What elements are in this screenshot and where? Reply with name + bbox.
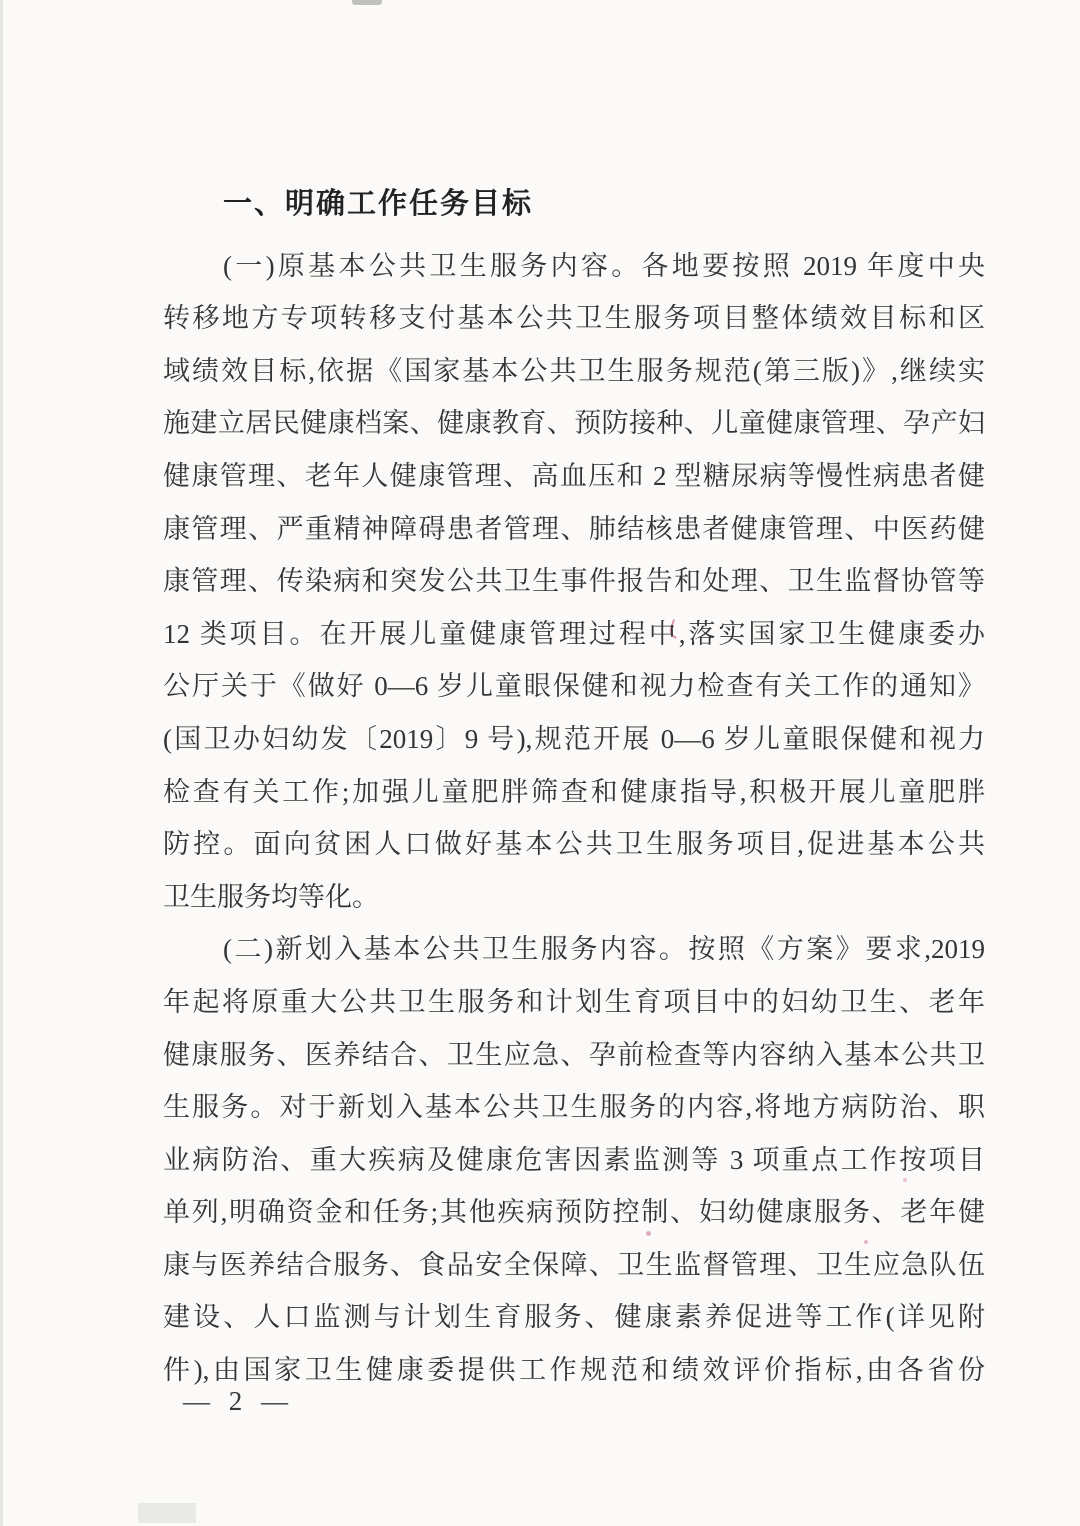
text-line: 单列,明确资金和任务;其他疾病预防控制、妇幼健康服务、老年健: [163, 1197, 985, 1228]
text-line: (国卫办妇幼发〔2019〕9 号),规范开展 0—6 岁儿童眼保健和视力: [163, 723, 985, 754]
page-number: — 2 —: [183, 1386, 294, 1416]
text-line: 康管理、严重精神障碍患者管理、肺结核患者健康管理、中医药健: [163, 513, 985, 544]
scan-corner-artifact: [138, 1503, 196, 1523]
text-line: 建设、人口监测与计划生育服务、健康素养促进等工作(详见附: [163, 1302, 985, 1333]
text-line: 域绩效目标,依据《国家基本公共卫生服务规范(第三版)》,继续实: [163, 355, 985, 386]
text-line: (一)原基本公共卫生服务内容。各地要按照 2019 年度中央: [223, 250, 985, 281]
text-line: 施建立居民健康档案、健康教育、预防接种、儿童健康管理、孕产妇: [163, 408, 985, 439]
scan-smudge-artifact: [352, 0, 382, 5]
text-line: 防控。面向贫困人口做好基本公共卫生服务项目,促进基本公共: [163, 829, 985, 860]
text-line: 康与医养结合服务、食品安全保障、卫生监督管理、卫生应急队伍: [163, 1249, 985, 1280]
document-body: [163, 178, 985, 1397]
text-line: 12 类项目。在开展儿童健康管理过程中,落实国家卫生健康委办: [163, 618, 985, 649]
text-line: 年起将原重大公共卫生服务和计划生育项目中的妇幼卫生、老年: [163, 986, 985, 1017]
text-line: 健康管理、老年人健康管理、高血压和 2 型糖尿病等慢性病患者健: [163, 460, 985, 491]
text-line: 转移地方专项转移支付基本公共卫生服务项目整体绩效目标和区: [163, 303, 985, 334]
text-line: (二)新划入基本公共卫生服务内容。按照《方案》要求,2019: [223, 934, 985, 965]
text-line: 业病防治、重大疾病及健康危害因素监测等 3 项重点工作按项目: [163, 1144, 985, 1175]
scan-edge-artifact: [0, 0, 3, 1526]
text-line: 卫生服务均等化。: [163, 881, 379, 912]
text-line: 件),由国家卫生健康委提供工作规范和绩效评价指标,由各省份: [163, 1355, 985, 1386]
text-line: 康管理、传染病和突发公共卫生事件报告和处理、卫生监督协管等: [163, 566, 985, 597]
text-line: 健康服务、医养结合、卫生应急、孕前检查等内容纳入基本公共卫: [163, 1039, 985, 1070]
text-line: 生服务。对于新划入基本公共卫生服务的内容,将地方病防治、职: [163, 1092, 985, 1123]
paragraphs: [163, 240, 985, 1397]
text-line: 公厅关于《做好 0—6 岁儿童眼保健和视力检查有关工作的通知》: [163, 671, 985, 702]
text-line: 检查有关工作;加强儿童肥胖筛查和健康指导,积极开展儿童肥胖: [163, 776, 985, 807]
section-heading: 一、明确工作任务目标: [223, 188, 534, 220]
